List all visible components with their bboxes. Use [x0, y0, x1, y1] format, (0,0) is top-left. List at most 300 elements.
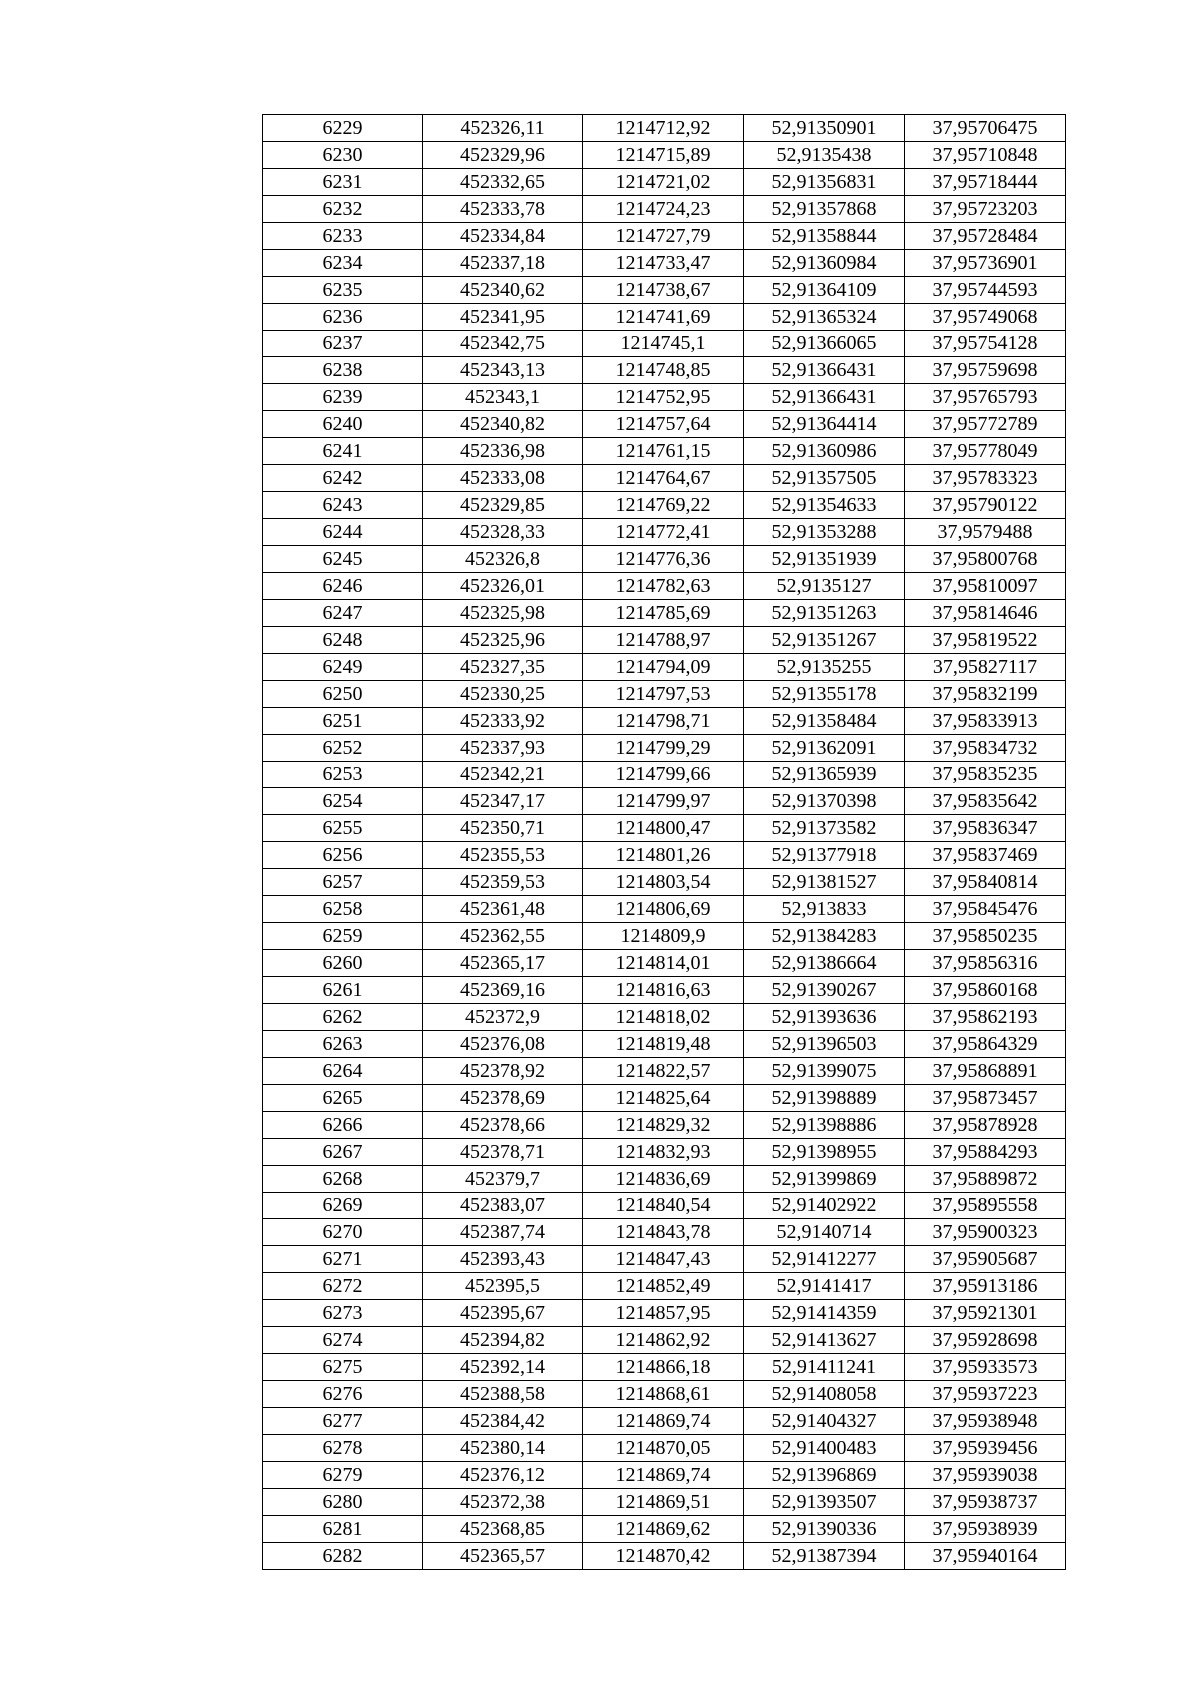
- x-coordinate-cell: 452365,17: [423, 950, 583, 977]
- longitude-cell: 37,95723203: [905, 195, 1066, 222]
- latitude-cell: 52,91398886: [744, 1111, 905, 1138]
- x-coordinate-cell: 452378,71: [423, 1138, 583, 1165]
- x-coordinate-cell: 452337,18: [423, 249, 583, 276]
- point-number-cell: 6279: [263, 1461, 423, 1488]
- longitude-cell: 37,95706475: [905, 115, 1066, 142]
- x-coordinate-cell: 452387,74: [423, 1219, 583, 1246]
- x-coordinate-cell: 452380,14: [423, 1434, 583, 1461]
- longitude-cell: 37,95938939: [905, 1515, 1066, 1542]
- table-row: [263, 492, 1066, 519]
- y-coordinate-cell: 1214724,23: [583, 195, 744, 222]
- table-row: [263, 869, 1066, 896]
- point-number-cell: 6248: [263, 626, 423, 653]
- x-coordinate-cell: 452395,5: [423, 1273, 583, 1300]
- longitude-cell: 37,95878928: [905, 1111, 1066, 1138]
- y-coordinate-cell: 1214761,15: [583, 438, 744, 465]
- table-row: [263, 519, 1066, 546]
- table-row: [263, 141, 1066, 168]
- latitude-cell: 52,91390336: [744, 1515, 905, 1542]
- point-number-cell: 6232: [263, 195, 423, 222]
- latitude-cell: 52,91408058: [744, 1381, 905, 1408]
- point-number-cell: 6244: [263, 519, 423, 546]
- x-coordinate-cell: 452336,98: [423, 438, 583, 465]
- latitude-cell: 52,91400483: [744, 1434, 905, 1461]
- x-coordinate-cell: 452332,65: [423, 168, 583, 195]
- latitude-cell: 52,91396503: [744, 1030, 905, 1057]
- longitude-cell: 37,95928698: [905, 1327, 1066, 1354]
- y-coordinate-cell: 1214840,54: [583, 1192, 744, 1219]
- longitude-cell: 37,95938737: [905, 1488, 1066, 1515]
- x-coordinate-cell: 452333,78: [423, 195, 583, 222]
- latitude-cell: 52,9140714: [744, 1219, 905, 1246]
- point-number-cell: 6252: [263, 734, 423, 761]
- longitude-cell: 37,95921301: [905, 1300, 1066, 1327]
- longitude-cell: 37,95827117: [905, 653, 1066, 680]
- x-coordinate-cell: 452379,7: [423, 1165, 583, 1192]
- latitude-cell: 52,91399869: [744, 1165, 905, 1192]
- longitude-cell: 37,95913186: [905, 1273, 1066, 1300]
- point-number-cell: 6239: [263, 384, 423, 411]
- latitude-cell: 52,91384283: [744, 923, 905, 950]
- x-coordinate-cell: 452378,69: [423, 1084, 583, 1111]
- point-number-cell: 6231: [263, 168, 423, 195]
- latitude-cell: 52,91387394: [744, 1542, 905, 1569]
- x-coordinate-cell: 452327,35: [423, 653, 583, 680]
- table-row: [263, 1273, 1066, 1300]
- x-coordinate-cell: 452330,25: [423, 680, 583, 707]
- latitude-cell: 52,91351939: [744, 546, 905, 573]
- longitude-cell: 37,95873457: [905, 1084, 1066, 1111]
- longitude-cell: 37,95814646: [905, 599, 1066, 626]
- table-row: [263, 1408, 1066, 1435]
- latitude-cell: 52,9135255: [744, 653, 905, 680]
- x-coordinate-cell: 452333,08: [423, 465, 583, 492]
- longitude-cell: 37,95834732: [905, 734, 1066, 761]
- table-row: [263, 1381, 1066, 1408]
- x-coordinate-cell: 452384,42: [423, 1408, 583, 1435]
- table-row: [263, 276, 1066, 303]
- y-coordinate-cell: 1214857,95: [583, 1300, 744, 1327]
- longitude-cell: 37,95710848: [905, 141, 1066, 168]
- x-coordinate-cell: 452340,82: [423, 411, 583, 438]
- table-row: [263, 357, 1066, 384]
- point-number-cell: 6241: [263, 438, 423, 465]
- longitude-cell: 37,95718444: [905, 168, 1066, 195]
- longitude-cell: 37,95833913: [905, 707, 1066, 734]
- longitude-cell: 37,95783323: [905, 465, 1066, 492]
- point-number-cell: 6255: [263, 815, 423, 842]
- x-coordinate-cell: 452372,9: [423, 1003, 583, 1030]
- longitude-cell: 37,95837469: [905, 842, 1066, 869]
- y-coordinate-cell: 1214772,41: [583, 519, 744, 546]
- table-row: [263, 1138, 1066, 1165]
- table-row: [263, 1165, 1066, 1192]
- y-coordinate-cell: 1214800,47: [583, 815, 744, 842]
- point-number-cell: 6276: [263, 1381, 423, 1408]
- x-coordinate-cell: 452342,21: [423, 761, 583, 788]
- longitude-cell: 37,95835235: [905, 761, 1066, 788]
- table-row: [263, 195, 1066, 222]
- x-coordinate-cell: 452376,12: [423, 1461, 583, 1488]
- longitude-cell: 37,95939456: [905, 1434, 1066, 1461]
- longitude-cell: 37,95940164: [905, 1542, 1066, 1569]
- y-coordinate-cell: 1214801,26: [583, 842, 744, 869]
- x-coordinate-cell: 452378,66: [423, 1111, 583, 1138]
- point-number-cell: 6251: [263, 707, 423, 734]
- table-row: [263, 1515, 1066, 1542]
- x-coordinate-cell: 452378,92: [423, 1057, 583, 1084]
- x-coordinate-cell: 452359,53: [423, 869, 583, 896]
- table-row: [263, 707, 1066, 734]
- point-number-cell: 6277: [263, 1408, 423, 1435]
- latitude-cell: 52,9141417: [744, 1273, 905, 1300]
- x-coordinate-cell: 452329,85: [423, 492, 583, 519]
- coordinates-table-body: [263, 115, 1066, 1570]
- latitude-cell: 52,91399075: [744, 1057, 905, 1084]
- longitude-cell: 37,95790122: [905, 492, 1066, 519]
- x-coordinate-cell: 452393,43: [423, 1246, 583, 1273]
- y-coordinate-cell: 1214832,93: [583, 1138, 744, 1165]
- point-number-cell: 6271: [263, 1246, 423, 1273]
- latitude-cell: 52,91358844: [744, 222, 905, 249]
- x-coordinate-cell: 452361,48: [423, 896, 583, 923]
- latitude-cell: 52,91390267: [744, 977, 905, 1004]
- y-coordinate-cell: 1214785,69: [583, 599, 744, 626]
- x-coordinate-cell: 452388,58: [423, 1381, 583, 1408]
- latitude-cell: 52,91354633: [744, 492, 905, 519]
- longitude-cell: 37,95939038: [905, 1461, 1066, 1488]
- table-row: [263, 896, 1066, 923]
- point-number-cell: 6265: [263, 1084, 423, 1111]
- x-coordinate-cell: 452326,11: [423, 115, 583, 142]
- y-coordinate-cell: 1214869,74: [583, 1408, 744, 1435]
- latitude-cell: 52,91398889: [744, 1084, 905, 1111]
- latitude-cell: 52,91362091: [744, 734, 905, 761]
- longitude-cell: 37,95744593: [905, 276, 1066, 303]
- point-number-cell: 6233: [263, 222, 423, 249]
- y-coordinate-cell: 1214745,1: [583, 330, 744, 357]
- y-coordinate-cell: 1214829,32: [583, 1111, 744, 1138]
- longitude-cell: 37,95850235: [905, 923, 1066, 950]
- longitude-cell: 37,95937223: [905, 1381, 1066, 1408]
- y-coordinate-cell: 1214788,97: [583, 626, 744, 653]
- longitude-cell: 37,95728484: [905, 222, 1066, 249]
- table-row: [263, 384, 1066, 411]
- point-number-cell: 6270: [263, 1219, 423, 1246]
- table-row: [263, 1057, 1066, 1084]
- longitude-cell: 37,95754128: [905, 330, 1066, 357]
- longitude-cell: 37,95819522: [905, 626, 1066, 653]
- y-coordinate-cell: 1214822,57: [583, 1057, 744, 1084]
- y-coordinate-cell: 1214733,47: [583, 249, 744, 276]
- table-row: [263, 1246, 1066, 1273]
- y-coordinate-cell: 1214712,92: [583, 115, 744, 142]
- y-coordinate-cell: 1214818,02: [583, 1003, 744, 1030]
- table-row: [263, 950, 1066, 977]
- table-row: [263, 626, 1066, 653]
- x-coordinate-cell: 452333,92: [423, 707, 583, 734]
- x-coordinate-cell: 452325,98: [423, 599, 583, 626]
- table-row: [263, 330, 1066, 357]
- table-row: [263, 923, 1066, 950]
- longitude-cell: 37,95895558: [905, 1192, 1066, 1219]
- point-number-cell: 6262: [263, 1003, 423, 1030]
- longitude-cell: 37,95778049: [905, 438, 1066, 465]
- point-number-cell: 6230: [263, 141, 423, 168]
- longitude-cell: 37,95836347: [905, 815, 1066, 842]
- y-coordinate-cell: 1214797,53: [583, 680, 744, 707]
- table-row: [263, 1219, 1066, 1246]
- table-row: [263, 1084, 1066, 1111]
- table-row: [263, 115, 1066, 142]
- longitude-cell: 37,9579488: [905, 519, 1066, 546]
- y-coordinate-cell: 1214870,42: [583, 1542, 744, 1569]
- x-coordinate-cell: 452325,96: [423, 626, 583, 653]
- y-coordinate-cell: 1214799,29: [583, 734, 744, 761]
- latitude-cell: 52,91360984: [744, 249, 905, 276]
- table-row: [263, 1434, 1066, 1461]
- table-row: [263, 1003, 1066, 1030]
- point-number-cell: 6280: [263, 1488, 423, 1515]
- y-coordinate-cell: 1214727,79: [583, 222, 744, 249]
- latitude-cell: 52,9135438: [744, 141, 905, 168]
- point-number-cell: 6274: [263, 1327, 423, 1354]
- table-row: [263, 249, 1066, 276]
- point-number-cell: 6268: [263, 1165, 423, 1192]
- y-coordinate-cell: 1214843,78: [583, 1219, 744, 1246]
- y-coordinate-cell: 1214869,62: [583, 1515, 744, 1542]
- x-coordinate-cell: 452372,38: [423, 1488, 583, 1515]
- point-number-cell: 6263: [263, 1030, 423, 1057]
- y-coordinate-cell: 1214776,36: [583, 546, 744, 573]
- latitude-cell: 52,91366431: [744, 357, 905, 384]
- longitude-cell: 37,95832199: [905, 680, 1066, 707]
- point-number-cell: 6260: [263, 950, 423, 977]
- point-number-cell: 6235: [263, 276, 423, 303]
- point-number-cell: 6273: [263, 1300, 423, 1327]
- table-row: [263, 168, 1066, 195]
- latitude-cell: 52,91360986: [744, 438, 905, 465]
- point-number-cell: 6246: [263, 572, 423, 599]
- longitude-cell: 37,95759698: [905, 357, 1066, 384]
- latitude-cell: 52,91370398: [744, 788, 905, 815]
- table-row: [263, 1461, 1066, 1488]
- point-number-cell: 6275: [263, 1354, 423, 1381]
- x-coordinate-cell: 452369,16: [423, 977, 583, 1004]
- y-coordinate-cell: 1214769,22: [583, 492, 744, 519]
- latitude-cell: 52,91396869: [744, 1461, 905, 1488]
- x-coordinate-cell: 452392,14: [423, 1354, 583, 1381]
- latitude-cell: 52,91404327: [744, 1408, 905, 1435]
- latitude-cell: 52,91381527: [744, 869, 905, 896]
- longitude-cell: 37,95810097: [905, 572, 1066, 599]
- longitude-cell: 37,95900323: [905, 1219, 1066, 1246]
- table-row: [263, 1192, 1066, 1219]
- longitude-cell: 37,95835642: [905, 788, 1066, 815]
- table-row: [263, 788, 1066, 815]
- point-number-cell: 6242: [263, 465, 423, 492]
- point-number-cell: 6281: [263, 1515, 423, 1542]
- y-coordinate-cell: 1214869,51: [583, 1488, 744, 1515]
- table-row: [263, 303, 1066, 330]
- y-coordinate-cell: 1214814,01: [583, 950, 744, 977]
- y-coordinate-cell: 1214782,63: [583, 572, 744, 599]
- x-coordinate-cell: 452394,82: [423, 1327, 583, 1354]
- latitude-cell: 52,91393636: [744, 1003, 905, 1030]
- x-coordinate-cell: 452334,84: [423, 222, 583, 249]
- y-coordinate-cell: 1214862,92: [583, 1327, 744, 1354]
- y-coordinate-cell: 1214836,69: [583, 1165, 744, 1192]
- point-number-cell: 6237: [263, 330, 423, 357]
- x-coordinate-cell: 452365,57: [423, 1542, 583, 1569]
- y-coordinate-cell: 1214870,05: [583, 1434, 744, 1461]
- y-coordinate-cell: 1214757,64: [583, 411, 744, 438]
- coordinates-table: [262, 114, 1066, 1570]
- y-coordinate-cell: 1214741,69: [583, 303, 744, 330]
- latitude-cell: 52,91351263: [744, 599, 905, 626]
- y-coordinate-cell: 1214721,02: [583, 168, 744, 195]
- y-coordinate-cell: 1214803,54: [583, 869, 744, 896]
- y-coordinate-cell: 1214847,43: [583, 1246, 744, 1273]
- x-coordinate-cell: 452342,75: [423, 330, 583, 357]
- latitude-cell: 52,91350901: [744, 115, 905, 142]
- latitude-cell: 52,91412277: [744, 1246, 905, 1273]
- y-coordinate-cell: 1214825,64: [583, 1084, 744, 1111]
- point-number-cell: 6282: [263, 1542, 423, 1569]
- latitude-cell: 52,91351267: [744, 626, 905, 653]
- table-row: [263, 572, 1066, 599]
- y-coordinate-cell: 1214752,95: [583, 384, 744, 411]
- longitude-cell: 37,95840814: [905, 869, 1066, 896]
- y-coordinate-cell: 1214799,97: [583, 788, 744, 815]
- x-coordinate-cell: 452376,08: [423, 1030, 583, 1057]
- point-number-cell: 6250: [263, 680, 423, 707]
- y-coordinate-cell: 1214738,67: [583, 276, 744, 303]
- latitude-cell: 52,91358484: [744, 707, 905, 734]
- x-coordinate-cell: 452350,71: [423, 815, 583, 842]
- table-row: [263, 599, 1066, 626]
- table-row: [263, 1542, 1066, 1569]
- y-coordinate-cell: 1214819,48: [583, 1030, 744, 1057]
- y-coordinate-cell: 1214748,85: [583, 357, 744, 384]
- latitude-cell: 52,91377918: [744, 842, 905, 869]
- x-coordinate-cell: 452368,85: [423, 1515, 583, 1542]
- latitude-cell: 52,91386664: [744, 950, 905, 977]
- point-number-cell: 6238: [263, 357, 423, 384]
- y-coordinate-cell: 1214715,89: [583, 141, 744, 168]
- latitude-cell: 52,91411241: [744, 1354, 905, 1381]
- table-row: [263, 761, 1066, 788]
- latitude-cell: 52,91365324: [744, 303, 905, 330]
- longitude-cell: 37,95864329: [905, 1030, 1066, 1057]
- y-coordinate-cell: 1214806,69: [583, 896, 744, 923]
- x-coordinate-cell: 452347,17: [423, 788, 583, 815]
- table-row: [263, 222, 1066, 249]
- y-coordinate-cell: 1214798,71: [583, 707, 744, 734]
- table-row: [263, 546, 1066, 573]
- point-number-cell: 6259: [263, 923, 423, 950]
- x-coordinate-cell: 452341,95: [423, 303, 583, 330]
- table-row: [263, 977, 1066, 1004]
- table-row: [263, 680, 1066, 707]
- table-row: [263, 734, 1066, 761]
- x-coordinate-cell: 452326,8: [423, 546, 583, 573]
- longitude-cell: 37,95933573: [905, 1354, 1066, 1381]
- y-coordinate-cell: 1214794,09: [583, 653, 744, 680]
- x-coordinate-cell: 452343,1: [423, 384, 583, 411]
- latitude-cell: 52,9135127: [744, 572, 905, 599]
- longitude-cell: 37,95845476: [905, 896, 1066, 923]
- longitude-cell: 37,95860168: [905, 977, 1066, 1004]
- latitude-cell: 52,913833: [744, 896, 905, 923]
- point-number-cell: 6278: [263, 1434, 423, 1461]
- table-row: [263, 1111, 1066, 1138]
- longitude-cell: 37,95862193: [905, 1003, 1066, 1030]
- point-number-cell: 6229: [263, 115, 423, 142]
- longitude-cell: 37,95765793: [905, 384, 1066, 411]
- point-number-cell: 6267: [263, 1138, 423, 1165]
- table-row: [263, 1030, 1066, 1057]
- point-number-cell: 6257: [263, 869, 423, 896]
- table-row: [263, 1488, 1066, 1515]
- latitude-cell: 52,91413627: [744, 1327, 905, 1354]
- point-number-cell: 6245: [263, 546, 423, 573]
- point-number-cell: 6254: [263, 788, 423, 815]
- point-number-cell: 6256: [263, 842, 423, 869]
- longitude-cell: 37,95800768: [905, 546, 1066, 573]
- x-coordinate-cell: 452328,33: [423, 519, 583, 546]
- x-coordinate-cell: 452383,07: [423, 1192, 583, 1219]
- y-coordinate-cell: 1214799,66: [583, 761, 744, 788]
- point-number-cell: 6269: [263, 1192, 423, 1219]
- y-coordinate-cell: 1214764,67: [583, 465, 744, 492]
- table-row: [263, 653, 1066, 680]
- latitude-cell: 52,91398955: [744, 1138, 905, 1165]
- longitude-cell: 37,95884293: [905, 1138, 1066, 1165]
- longitude-cell: 37,95736901: [905, 249, 1066, 276]
- table-row: [263, 842, 1066, 869]
- point-number-cell: 6253: [263, 761, 423, 788]
- y-coordinate-cell: 1214852,49: [583, 1273, 744, 1300]
- latitude-cell: 52,91355178: [744, 680, 905, 707]
- longitude-cell: 37,95938948: [905, 1408, 1066, 1435]
- x-coordinate-cell: 452395,67: [423, 1300, 583, 1327]
- table-row: [263, 438, 1066, 465]
- x-coordinate-cell: 452355,53: [423, 842, 583, 869]
- latitude-cell: 52,91402922: [744, 1192, 905, 1219]
- point-number-cell: 6243: [263, 492, 423, 519]
- longitude-cell: 37,95856316: [905, 950, 1066, 977]
- point-number-cell: 6234: [263, 249, 423, 276]
- point-number-cell: 6272: [263, 1273, 423, 1300]
- x-coordinate-cell: 452343,13: [423, 357, 583, 384]
- longitude-cell: 37,95905687: [905, 1246, 1066, 1273]
- x-coordinate-cell: 452340,62: [423, 276, 583, 303]
- point-number-cell: 6240: [263, 411, 423, 438]
- longitude-cell: 37,95749068: [905, 303, 1066, 330]
- point-number-cell: 6249: [263, 653, 423, 680]
- latitude-cell: 52,91357868: [744, 195, 905, 222]
- latitude-cell: 52,91364414: [744, 411, 905, 438]
- latitude-cell: 52,91357505: [744, 465, 905, 492]
- point-number-cell: 6247: [263, 599, 423, 626]
- table-row: [263, 1327, 1066, 1354]
- latitude-cell: 52,91366065: [744, 330, 905, 357]
- point-number-cell: 6264: [263, 1057, 423, 1084]
- x-coordinate-cell: 452337,93: [423, 734, 583, 761]
- table-row: [263, 465, 1066, 492]
- y-coordinate-cell: 1214868,61: [583, 1381, 744, 1408]
